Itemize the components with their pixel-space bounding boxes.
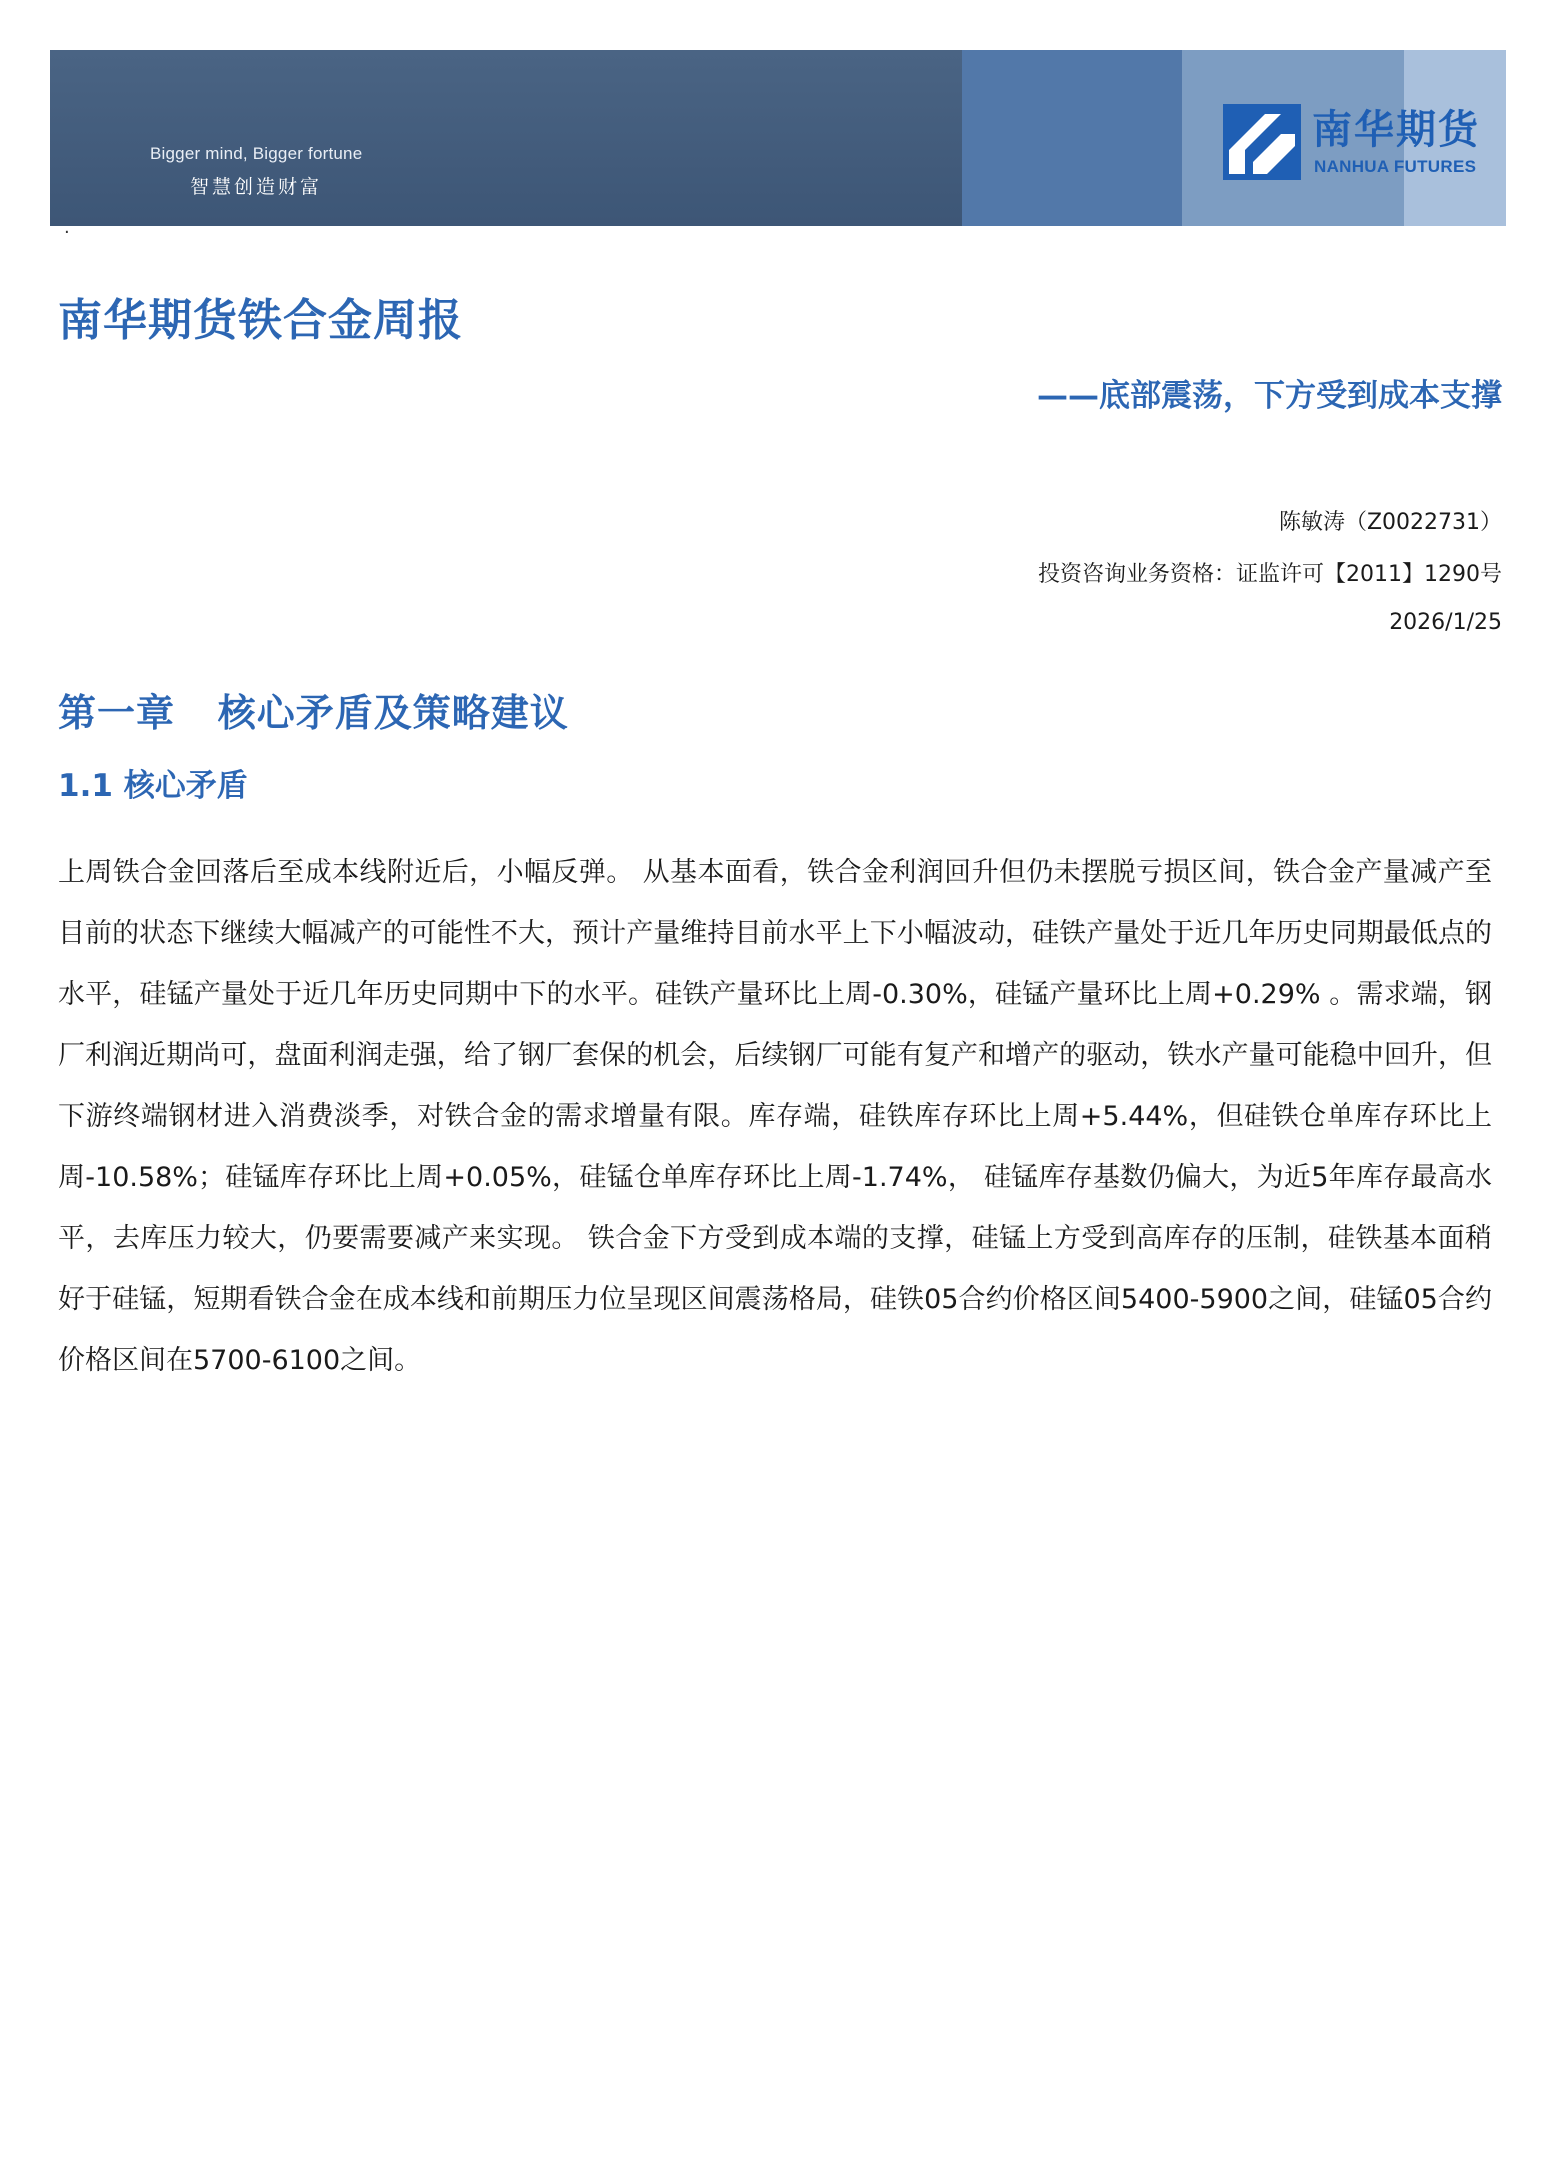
author-info: 陈敏涛（Z0022731）: [1278, 510, 1502, 535]
banner-main-panel: [50, 50, 962, 226]
bullet-dot: ·: [64, 222, 70, 243]
nanhua-logo-icon: [1223, 104, 1301, 180]
logo-chinese-text: 南华期货: [1312, 107, 1480, 153]
slogan-english: Bigger mind, Bigger fortune: [150, 144, 363, 163]
license-info: 投资咨询业务资格：证监许可【2011】1290号: [1038, 562, 1502, 587]
section-heading: 1.1 核心矛盾: [58, 768, 248, 804]
slogan-chinese: 智慧创造财富: [190, 176, 323, 198]
logo-english-text: NANHUA FUTURES: [1314, 157, 1477, 176]
banner-band-mid: [962, 50, 1182, 226]
report-title: 南华期货铁合金周报: [58, 295, 463, 346]
report-date: 2026/1/25: [1389, 610, 1502, 635]
header-banner: [50, 50, 1506, 226]
report-subtitle: ——底部震荡，下方受到成本支撑: [1037, 378, 1502, 414]
section-body-paragraph: 上周铁合金回落后至成本线附近后，小幅反弹。 从基本面看，铁合金利润回升但仍未摆脱亏损区间，铁合金产量减产至目前的状态下继续大幅减产的可能性不大，预计产量维持目前水平上下小幅波动，硅铁产量处于近几年历史同期最低点的水平，硅锰产量处于近几年历史同期中下的水平。硅铁产量环比上周-0.30%，硅锰产量环比上周+0.29% 。需求端，钢厂利润近期尚可，盘面利润走强，给了钢厂套保的机会，后续钢厂可能有复产和增产的驱动，铁水产量可能稳中回升，但下游终端钢材进入消费淡季，对铁合金的需求增量有限。库存端，硅铁库存环比上周+5.44%，但硅铁仓单库存环比上周-10.58%；硅锰库存环比上周+0.05%，硅锰仓单库存环比上周-1.74%， 硅锰库存基数仍偏大，为近5年库存最高水平，去库压力较大，仍要需要减产来实现。 铁合金下方受到成本端的支撑，硅锰上方受到高库存的压制，硅铁基本面稍好于硅锰，短期看铁合金在成本线和前期压力位呈现区间震荡格局，硅铁05合约价格区间5400-5900之间，硅锰05合约价格区间在5700-6100之间。: [58, 857, 1492, 1376]
chapter-heading: 第一章 核心矛盾及策略建议: [58, 691, 569, 735]
